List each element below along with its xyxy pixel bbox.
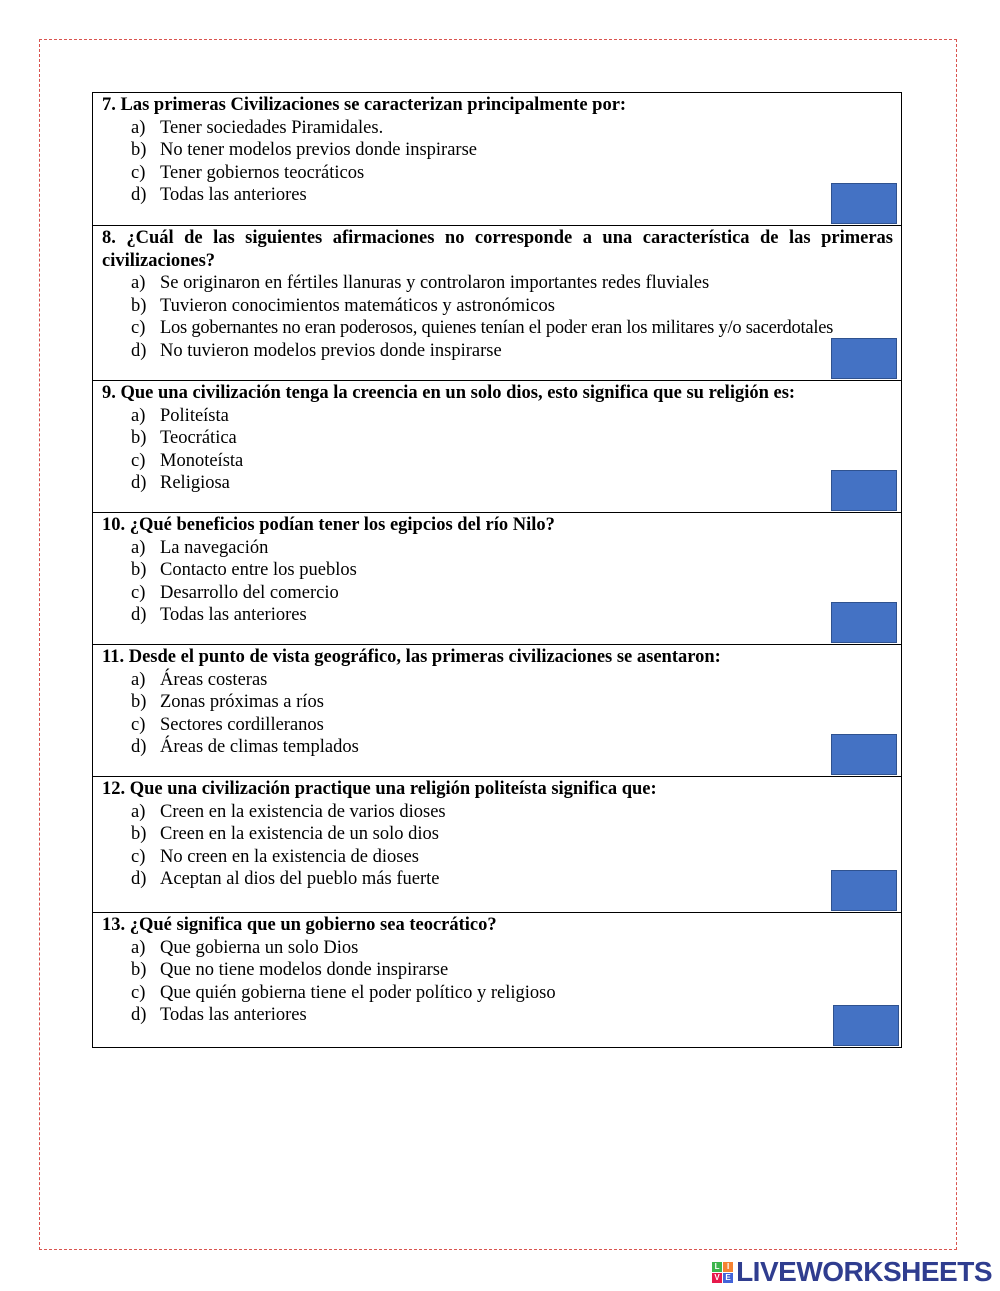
option-c: c) Que quién gobierna tiene el poder político y religioso xyxy=(131,982,556,1003)
option-c: c) Monoteísta xyxy=(131,450,244,471)
question-title: 12. Que una civilización practique una religión politeísta significa que: xyxy=(102,779,657,799)
option-list xyxy=(102,117,893,207)
option-list xyxy=(102,405,893,495)
question-9 xyxy=(93,381,901,513)
option-d: d) Religiosa xyxy=(131,473,230,494)
answer-box-q13[interactable] xyxy=(833,1005,899,1046)
option-list xyxy=(102,537,893,627)
option-b: b) Que no tiene modelos donde inspirarse xyxy=(131,960,449,981)
answer-box-q12[interactable] xyxy=(831,870,897,911)
option-list xyxy=(102,937,893,1027)
option-list xyxy=(102,272,893,362)
option-a: a) Áreas costeras xyxy=(131,669,268,690)
question-title: 13. ¿Qué significa que un gobierno sea teocrático? xyxy=(102,915,497,935)
option-b: b) No tener modelos previos donde inspirarse xyxy=(131,140,477,161)
answer-box-q8[interactable] xyxy=(831,338,897,379)
option-c: c) Desarrollo del comercio xyxy=(131,582,339,603)
question-11 xyxy=(93,645,901,777)
option-b: b) Tuvieron conocimientos matemáticos y astronómicos xyxy=(131,295,555,316)
answer-box-q9[interactable] xyxy=(831,470,897,511)
option-d: d) Áreas de climas templados xyxy=(131,737,359,758)
question-title: 7. Las primeras Civilizaciones se caracterizan principalmente por: xyxy=(102,95,627,115)
answer-box-q11[interactable] xyxy=(831,734,897,775)
question-13 xyxy=(93,913,901,1047)
question-7 xyxy=(93,93,901,226)
question-title: 8. ¿Cuál de las siguientes afirmaciones no corresponde a una característica de las primeras civilizaciones? xyxy=(102,228,893,271)
question-title: 9. Que una civilización tenga la creencia en un solo dios, esto significa que su religión es: xyxy=(102,383,796,403)
option-b: b) Creen en la existencia de un solo dios xyxy=(131,824,439,845)
option-c: c) Sectores cordilleranos xyxy=(131,714,324,735)
question-12 xyxy=(93,777,901,913)
brand-name: LIVEWORKSHEETS xyxy=(736,1256,992,1287)
option-list xyxy=(102,801,893,891)
option-a: a) La navegación xyxy=(131,537,269,558)
option-b: b) Contacto entre los pueblos xyxy=(131,560,357,581)
option-a: a) Que gobierna un solo Dios xyxy=(131,937,359,958)
liveworksheets-brand[interactable] xyxy=(712,1258,992,1286)
option-d: d) Todas las anteriores xyxy=(131,185,307,206)
answer-box-q10[interactable] xyxy=(831,602,897,643)
option-c: c) Los gobernantes no eran poderosos, quienes tenían el poder eran los militares y/o sacerdotales xyxy=(131,318,834,339)
question-title: 11. Desde el punto de vista geográfico, las primeras civilizaciones se asentaron: xyxy=(102,647,721,667)
question-10 xyxy=(93,513,901,645)
question-8 xyxy=(93,226,901,381)
option-c: c) No creen en la existencia de dioses xyxy=(131,846,419,867)
option-b: b) Zonas próximas a ríos xyxy=(131,692,324,713)
question-title: 10. ¿Qué beneficios podían tener los egipcios del río Nilo? xyxy=(102,515,555,535)
option-a: a) Se originaron en fértiles llanuras y controlaron importantes redes fluviales xyxy=(131,273,710,294)
option-d: d) No tuvieron modelos previos donde inspirarse xyxy=(131,340,502,361)
option-d: d) Todas las anteriores xyxy=(131,605,307,626)
option-a: a) Tener sociedades Piramidales. xyxy=(131,117,384,138)
option-a: a) Creen en la existencia de varios dioses xyxy=(131,801,446,822)
option-d: d) Aceptan al dios del pueblo más fuerte xyxy=(131,869,440,890)
quiz-table xyxy=(92,92,902,1048)
option-a: a) Politeísta xyxy=(131,405,229,426)
option-d: d) Todas las anteriores xyxy=(131,1005,307,1026)
option-c: c) Tener gobiernos teocráticos xyxy=(131,162,365,183)
option-b: b) Teocrática xyxy=(131,428,237,449)
answer-box-q7[interactable] xyxy=(831,183,897,224)
liveworksheets-logo-icon: L I V E xyxy=(712,1262,733,1283)
option-list xyxy=(102,669,893,759)
